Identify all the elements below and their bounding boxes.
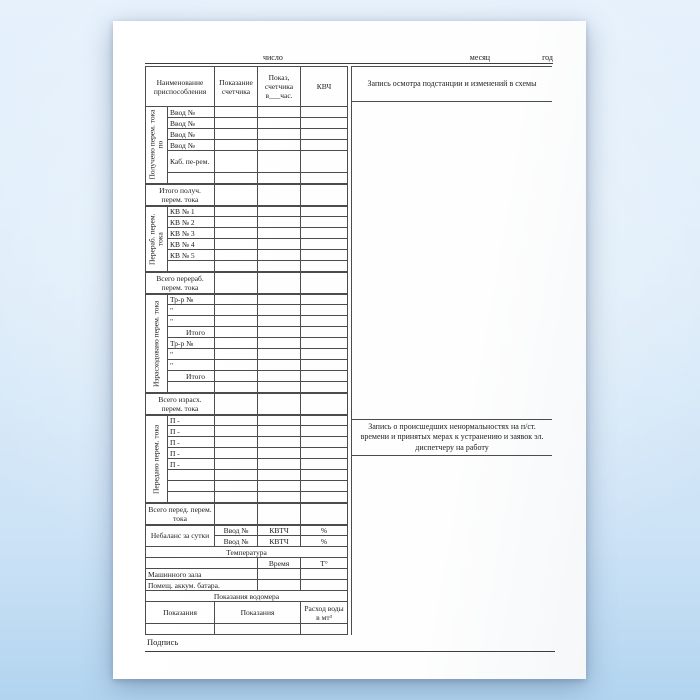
value-cell xyxy=(258,448,301,459)
row-label xyxy=(168,470,215,481)
value-cell xyxy=(258,217,301,228)
imbalance-label: Небаланс за сутки xyxy=(146,525,215,547)
row-label: КВ № 3 xyxy=(168,228,215,239)
value-cell xyxy=(258,382,301,393)
value-cell xyxy=(258,415,301,426)
row-label: Тр-р № xyxy=(168,338,215,349)
value-cell xyxy=(258,261,301,272)
signature-label: Подпись xyxy=(147,637,179,647)
value-cell xyxy=(301,492,348,503)
value-cell xyxy=(258,360,301,371)
value-cell xyxy=(301,217,348,228)
row-label-itogo: Итого xyxy=(168,327,215,338)
imbalance-cell: Ввод № xyxy=(215,536,258,547)
row-label xyxy=(168,261,215,272)
value-cell xyxy=(301,305,348,316)
section-consumed xyxy=(146,294,168,393)
blank-line xyxy=(490,53,542,63)
value-cell xyxy=(215,129,258,140)
value-cell xyxy=(215,492,258,503)
value-cell xyxy=(301,371,348,382)
value-cell xyxy=(258,349,301,360)
section-consumed-label: Израсходовано перем. тока xyxy=(151,299,161,387)
value-cell xyxy=(215,426,258,437)
row-label: КВ № 1 xyxy=(168,206,215,217)
row-label: Каб. пе-рем. xyxy=(168,151,215,173)
value-cell xyxy=(215,371,258,382)
value-cell xyxy=(258,250,301,261)
value-cell xyxy=(301,448,348,459)
value-cell xyxy=(215,228,258,239)
value-cell xyxy=(215,173,258,184)
value-cell xyxy=(301,470,348,481)
value-cell xyxy=(215,151,258,173)
abnormalities-notes-header: Запись о происшедших ненормальностях на п/ст. времени и принятых мерах к устранению и заявок эл. диспетчеру на работу xyxy=(352,419,552,456)
signature-line xyxy=(145,651,555,652)
value-cell xyxy=(258,503,301,525)
water-col-header: Расход воды в мт³ xyxy=(301,602,348,624)
row-label: Ввод № xyxy=(168,118,215,129)
temperature-header: Температура xyxy=(146,547,348,558)
value-cell xyxy=(258,371,301,382)
imbalance-cell: % xyxy=(301,536,348,547)
value-cell xyxy=(215,382,258,393)
form-body xyxy=(145,66,552,635)
empty-cell xyxy=(146,558,258,569)
value-cell xyxy=(301,206,348,217)
value-cell xyxy=(301,481,348,492)
row-label xyxy=(168,481,215,492)
date-fill-line xyxy=(145,51,553,64)
row-label xyxy=(168,382,215,393)
value-cell xyxy=(215,184,258,206)
value-cell xyxy=(215,118,258,129)
water-col-header: Показания xyxy=(215,602,301,624)
value-cell xyxy=(301,338,348,349)
value-cell xyxy=(215,349,258,360)
row-label: " xyxy=(168,316,215,327)
value-cell xyxy=(258,569,301,580)
value-cell xyxy=(215,448,258,459)
section-received-label: Получено перем. тока по xyxy=(147,109,165,180)
time-header: Время xyxy=(258,558,301,569)
room-label: Помещ. аккум. батара. xyxy=(146,580,258,591)
value-cell xyxy=(301,151,348,173)
value-cell xyxy=(258,294,301,305)
value-cell xyxy=(258,206,301,217)
value-cell xyxy=(258,437,301,448)
value-cell xyxy=(301,393,348,415)
value-cell xyxy=(258,426,301,437)
value-cell xyxy=(258,393,301,415)
notes-panel xyxy=(351,66,552,635)
col-header-meter-hour: Показ, счетчика в___час. xyxy=(258,67,301,107)
row-label: П - xyxy=(168,448,215,459)
value-cell xyxy=(301,184,348,206)
value-cell xyxy=(258,580,301,591)
value-cell xyxy=(215,316,258,327)
value-cell xyxy=(258,184,301,206)
value-cell xyxy=(301,569,348,580)
value-cell xyxy=(301,459,348,470)
value-cell xyxy=(258,470,301,481)
value-cell xyxy=(301,503,348,525)
received-total-label: Итого получ. перем. тока xyxy=(146,184,215,206)
row-label: Тр-р № xyxy=(168,294,215,305)
section-transferred-label: Передано перем. тока xyxy=(151,423,161,494)
value-cell xyxy=(258,492,301,503)
imbalance-cell: % xyxy=(301,525,348,536)
value-cell xyxy=(301,426,348,437)
row-label: П - xyxy=(168,415,215,426)
year-label: год xyxy=(542,53,553,62)
value-cell xyxy=(258,481,301,492)
row-label xyxy=(168,173,215,184)
row-label: КВ № 2 xyxy=(168,217,215,228)
value-cell xyxy=(258,459,301,470)
row-label: П - xyxy=(168,459,215,470)
value-cell xyxy=(301,382,348,393)
value-cell xyxy=(215,470,258,481)
col-header-name: Наименование приспособления xyxy=(146,67,215,107)
value-cell xyxy=(258,173,301,184)
value-cell xyxy=(258,129,301,140)
value-cell xyxy=(301,129,348,140)
row-label-itogo: Итого xyxy=(168,371,215,382)
row-label: КВ № 4 xyxy=(168,239,215,250)
value-cell xyxy=(258,107,301,118)
value-cell xyxy=(215,437,258,448)
value-cell xyxy=(215,206,258,217)
value-cell xyxy=(301,261,348,272)
section-processed-label: Перераб. перем. тока xyxy=(147,212,165,265)
row-label: Ввод № xyxy=(168,140,215,151)
section-transferred xyxy=(146,415,168,503)
value-cell xyxy=(301,327,348,338)
row-label: КВ № 5 xyxy=(168,250,215,261)
value-cell xyxy=(301,624,348,635)
inspection-notes-header: Запись осмотра подстанции и изменений в схемы xyxy=(352,67,552,102)
meter-table xyxy=(145,66,348,635)
value-cell xyxy=(258,228,301,239)
col-header-kvch: КВЧ xyxy=(301,67,348,107)
value-cell xyxy=(215,140,258,151)
value-cell xyxy=(301,107,348,118)
row-label xyxy=(168,492,215,503)
value-cell xyxy=(258,118,301,129)
value-cell xyxy=(301,239,348,250)
col-header-meter: Показание счетчика xyxy=(215,67,258,107)
value-cell xyxy=(215,338,258,349)
t-header: Т° xyxy=(301,558,348,569)
water-meter-header: Показания водомера xyxy=(146,591,348,602)
value-cell xyxy=(301,360,348,371)
row-label: " xyxy=(168,360,215,371)
value-cell xyxy=(146,624,215,635)
value-cell xyxy=(215,305,258,316)
value-cell xyxy=(301,228,348,239)
imbalance-cell: Ввод № xyxy=(215,525,258,536)
value-cell xyxy=(301,316,348,327)
row-label: П - xyxy=(168,426,215,437)
value-cell xyxy=(215,503,258,525)
room-label: Машинного зала xyxy=(146,569,258,580)
value-cell xyxy=(258,272,301,294)
month-label: месяц xyxy=(469,53,491,62)
value-cell xyxy=(215,415,258,426)
value-cell xyxy=(301,272,348,294)
blank-line xyxy=(145,53,263,63)
section-received xyxy=(146,107,168,184)
value-cell xyxy=(301,580,348,591)
imbalance-cell: КВТЧ xyxy=(258,536,301,547)
value-cell xyxy=(215,393,258,415)
row-label: Ввод № xyxy=(168,129,215,140)
row-label: Ввод № xyxy=(168,107,215,118)
row-label: " xyxy=(168,349,215,360)
row-label: " xyxy=(168,305,215,316)
value-cell xyxy=(301,415,348,426)
value-cell xyxy=(258,338,301,349)
value-cell xyxy=(215,481,258,492)
value-cell xyxy=(258,327,301,338)
water-col-header: Показания xyxy=(146,602,215,624)
value-cell xyxy=(258,305,301,316)
value-cell xyxy=(258,140,301,151)
value-cell xyxy=(215,327,258,338)
value-cell xyxy=(301,250,348,261)
value-cell xyxy=(258,316,301,327)
value-cell xyxy=(301,294,348,305)
value-cell xyxy=(215,261,258,272)
value-cell xyxy=(215,624,301,635)
value-cell xyxy=(301,437,348,448)
imbalance-cell: КВТЧ xyxy=(258,525,301,536)
value-cell xyxy=(215,294,258,305)
value-cell xyxy=(258,239,301,250)
day-label: число xyxy=(263,53,283,62)
value-cell xyxy=(301,349,348,360)
value-cell xyxy=(301,140,348,151)
transferred-total-label: Всего перед. перем. тока xyxy=(146,503,215,525)
value-cell xyxy=(258,151,301,173)
consumed-total-label: Всего израсх. перем. тока xyxy=(146,393,215,415)
value-cell xyxy=(215,239,258,250)
value-cell xyxy=(215,217,258,228)
value-cell xyxy=(215,459,258,470)
value-cell xyxy=(301,118,348,129)
value-cell xyxy=(215,107,258,118)
blank-line xyxy=(283,53,470,63)
row-label: П - xyxy=(168,437,215,448)
processed-total-label: Всего перераб. перем. тока xyxy=(146,272,215,294)
value-cell xyxy=(301,173,348,184)
value-cell xyxy=(215,250,258,261)
section-processed xyxy=(146,206,168,272)
value-cell xyxy=(215,272,258,294)
document-page xyxy=(113,21,586,679)
value-cell xyxy=(215,360,258,371)
